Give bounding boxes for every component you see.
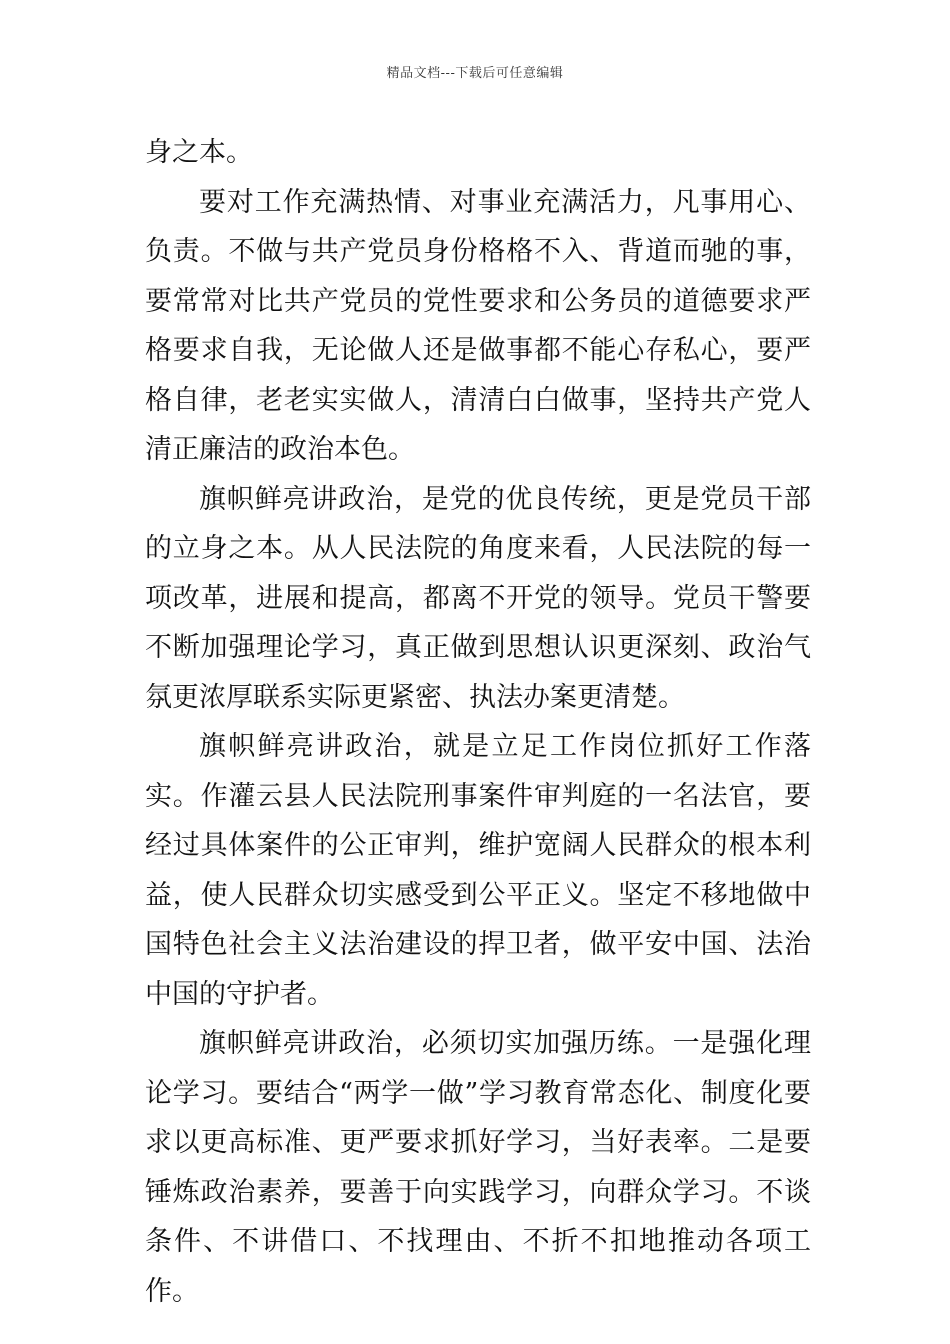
paragraph: 要对工作充满热情、对事业充满活力，凡事用心、负责。不做与共产党员身份格格不入、背道而驰的事，要常常对比共产党员的党性要求和公务员的道德要求严格要求自我，无论做人还是做事都不能心存私心，要严格自律，老老实实做人，清清白白做事，坚持共产党人清正廉洁的政治本色。 [145, 186, 811, 465]
paragraph: 旗帜鲜亮讲政治，必须切实加强历练。一是强化理论学习。要结合“两学一做”学习教育常态化、制度化要求以更高标准、更严要求抓好学习，当好表率。二是要锤炼政治素养，要善于向实践学习，向群众学习。不谈条件、不讲借口、不找理由、不折不扣地推动各项工作。 [145, 1028, 811, 1307]
paragraph: 旗帜鲜亮讲政治，是党的优良传统，更是党员干部的立身之本。从人民法院的角度来看，人民法院的每一项改革，进展和提高，都离不开党的领导。党员干警要不断加强理论学习，真正做到思想认识更深刻、政治气氛更浓厚联系实际更紧密、执法办案更清楚。 [145, 483, 811, 713]
page-header: 精品文档---下载后可任意编辑 [386, 66, 564, 81]
document-body [145, 128, 811, 1316]
paragraph: 旗帜鲜亮讲政治，就是立足工作岗位抓好工作落实。作灌云县人民法院刑事案件审判庭的一名法官，要经过具体案件的公正审判，维护宽阔人民群众的根本利益，使人民群众切实感受到公平正义。坚定不移地做中国特色社会主义法治建设的捍卫者，做平安中国、法治中国的守护者。 [145, 731, 811, 1010]
paragraph-continuation: 身之本。 [145, 137, 253, 168]
